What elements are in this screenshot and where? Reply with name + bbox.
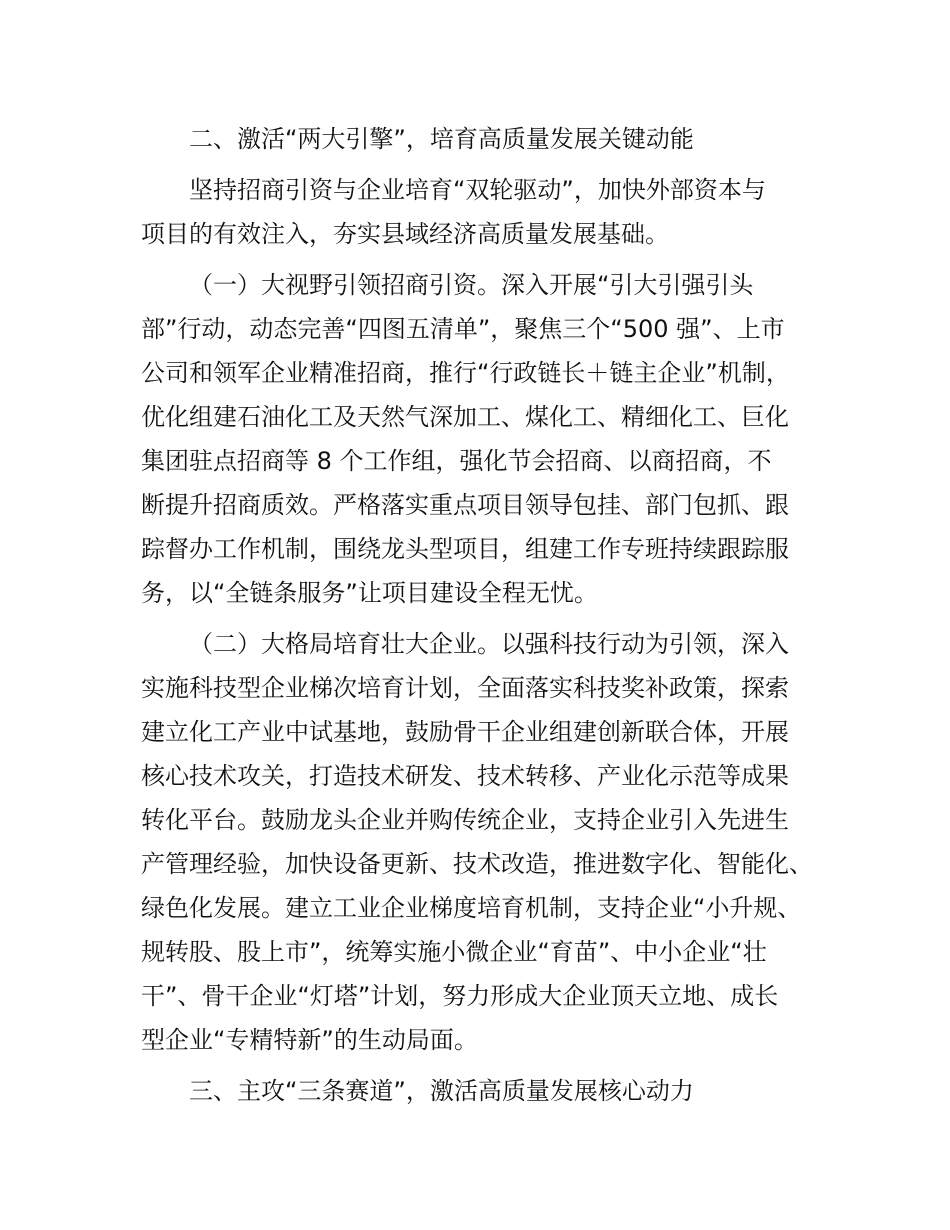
paragraph-line: 部”行动，动态完善“四图五清单”，聚焦三个“500 强”、上市 (141, 315, 785, 343)
paragraph-line: 建立化工产业中试基地，鼓励骨干企业组建创新联合体，开展 (141, 718, 789, 746)
section-heading: 二、激活“两大引擎”，培育高质量发展关键动能 (189, 125, 694, 153)
paragraph-line: 绿色化发展。建立工业企业梯度培育机制，支持企业“小升规、 (141, 894, 802, 922)
paragraph (141, 168, 831, 256)
paragraph (141, 263, 831, 615)
paragraph-line: 产管理经验，加快设备更新、技术改造，推进数字化、智能化、 (141, 850, 813, 878)
paragraph-line: 优化组建石油化工及天然气深加工、煤化工、精细化工、巨化 (141, 403, 789, 431)
paragraph-line: 集团驻点招商等 8 个工作组，强化节会招商、以商招商，不 (141, 447, 772, 475)
paragraph (141, 622, 831, 1062)
paragraph-line: 核心技术攻关，打造技术研发、技术转移、产业化示范等成果 (141, 762, 789, 790)
section-heading: 三、主攻“三条赛道”，激活高质量发展核心动力 (189, 1077, 694, 1105)
paragraph-line: 踪督办工作机制，围绕龙头型项目，组建工作专班持续跟踪服 (141, 535, 789, 563)
paragraph-line: （一）大视野引领招商引资。深入开展“引大引强引头 (189, 271, 754, 299)
paragraph-line: 务，以“全链条服务”让项目建设全程无忧。 (141, 579, 598, 607)
paragraph-line: 规转股、股上市”，统筹实施小微企业“育苗”、中小企业“壮 (141, 938, 767, 966)
paragraph-line: （二）大格局培育壮大企业。以强科技行动为引领，深入 (189, 630, 789, 658)
paragraph-line: 坚持招商引资与企业培育“双轮驱动”，加快外部资本与 (189, 176, 766, 204)
paragraph-line: 型企业“专精特新”的生动局面。 (141, 1026, 478, 1054)
paragraph-line: 实施科技型企业梯次培育计划，全面落实科技奖补政策，探索 (141, 674, 789, 702)
paragraph-line: 公司和领军企业精准招商，推行“行政链长＋链主企业”机制， (141, 359, 790, 387)
paragraph-line: 项目的有效注入，夯实县域经济高质量发展基础。 (141, 220, 669, 248)
paragraph-line: 断提升招商质效。严格落实重点项目领导包挂、部门包抓、跟 (141, 491, 789, 519)
paragraph-line: 干”、骨干企业“灯塔”计划，努力形成大企业顶天立地、成长 (141, 982, 779, 1010)
paragraph-line: 转化平台。鼓励龙头企业并购传统企业，支持企业引入先进生 (141, 806, 789, 834)
document-page (141, 117, 831, 1113)
